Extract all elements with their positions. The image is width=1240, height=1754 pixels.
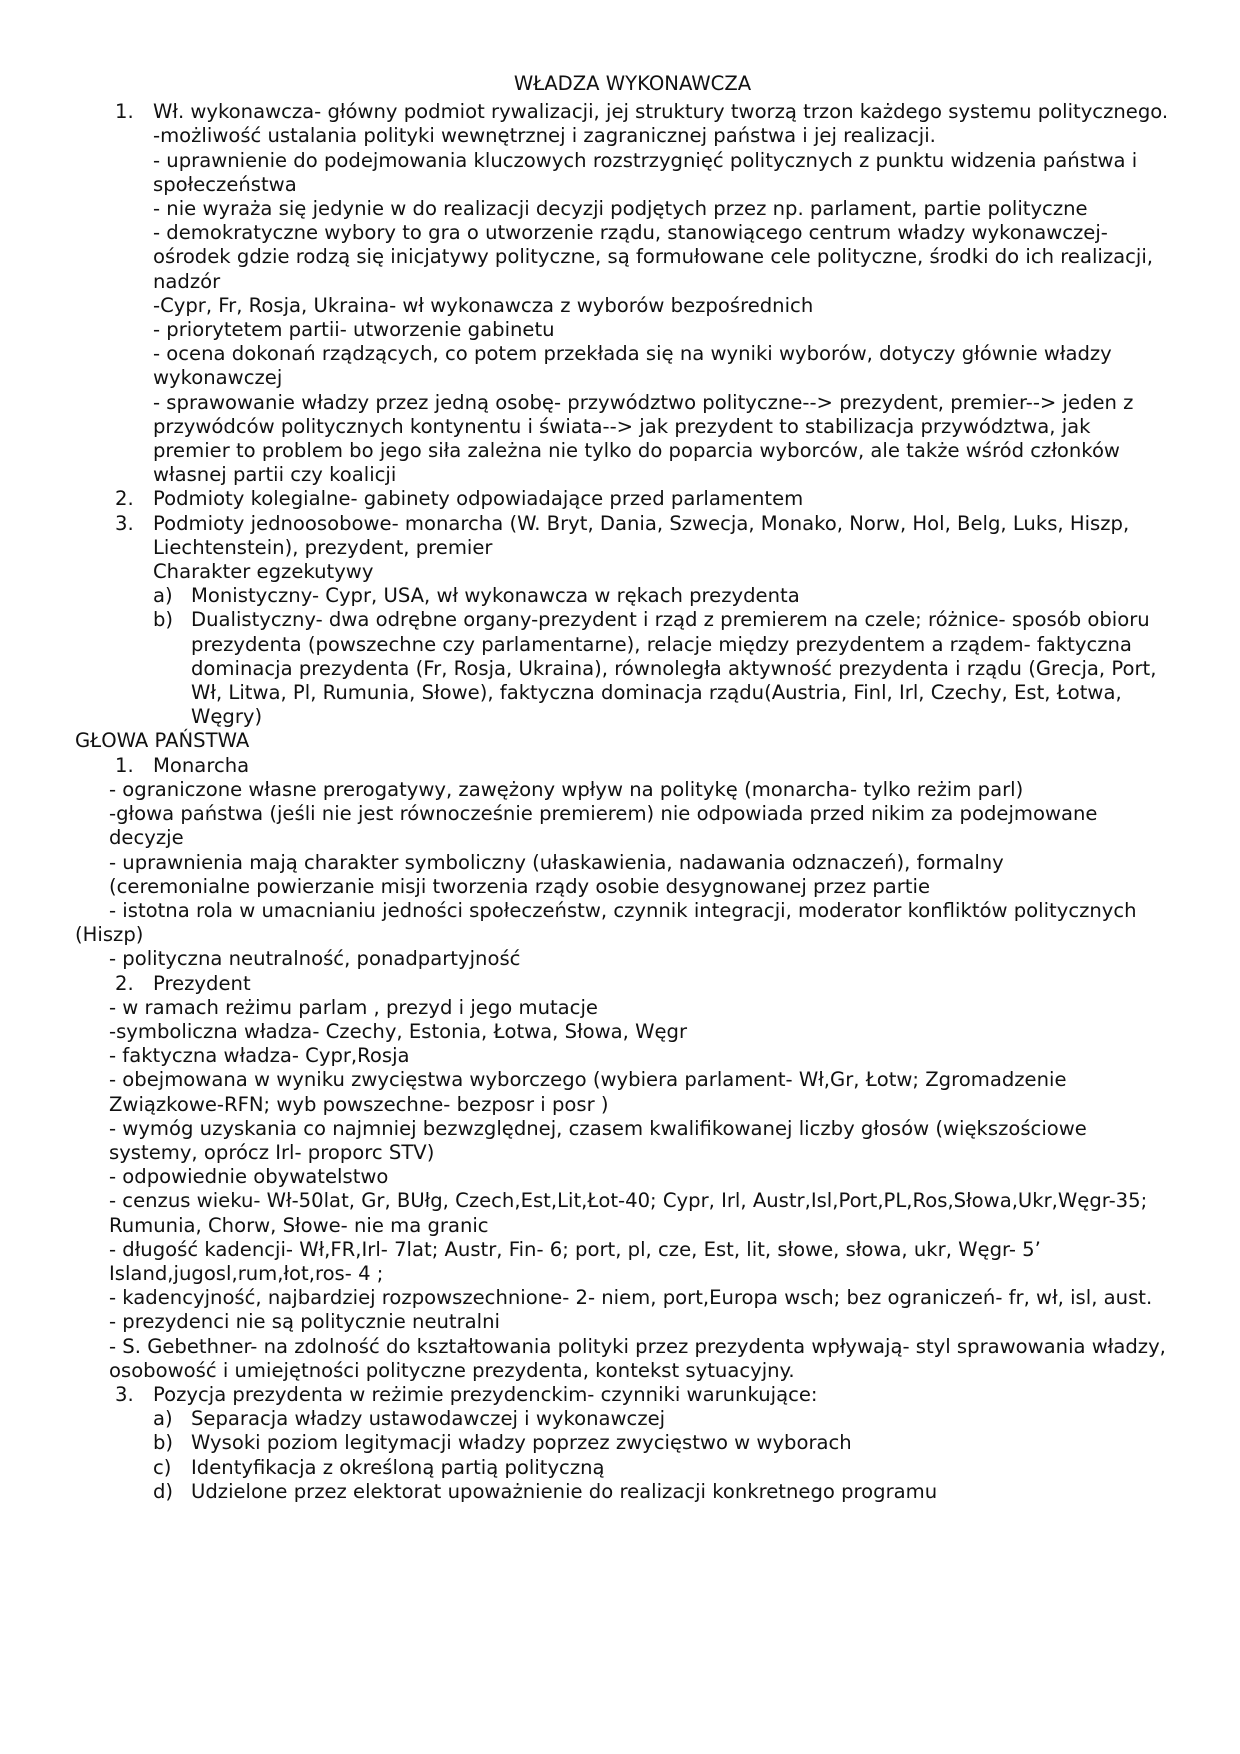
sublist-item-a	[75, 1407, 1170, 1431]
sublist-item-b	[75, 1431, 1170, 1455]
paragraph-line: - polityczna neutralność, ponadpartyjność	[109, 947, 521, 971]
list-number: 1.	[115, 100, 134, 124]
list-item-pozycja	[75, 1383, 1170, 1407]
list-body: Wysoki poziom legitymacji władzy poprzez zwycięstwo w wyborach	[191, 1431, 852, 1455]
paragraph-line: -Cypr, Fr, Rosja, Ukraina- wł wykonawcza z wyborów bezpośrednich	[153, 293, 814, 317]
paragraph-line: - uprawnienie do podejmowania kluczowych rozstrzygnięć politycznych z punktu widzenia państwa i społeczeństwa	[153, 148, 1138, 196]
list-number: 2.	[115, 487, 134, 511]
paragraph-line: - odpowiednie obywatelstwo	[109, 1165, 389, 1189]
list-letter: b)	[153, 608, 174, 632]
list-body: Separacja władzy ustawodawczej i wykonawczej	[191, 1407, 666, 1431]
list-body: Dualistyczny- dwa odrębne organy-prezydent i rząd z premierem na czele; różnice- sposób obioru prezydenta (powszechne czy parlamentarne), relacje między prezydentem a rządem- faktyczna dominacja prezydenta (Fr, Rosja, Ukraina), równoległa aktywność prezydenta i rządu (Grecja, Port, Wł, Litwa, Pl, Rumunia, Słowe), faktyczna dominacja rządu(Austria, Finl, Irl, Czechy, Est, Łotwa, Węgry)	[191, 608, 1157, 729]
paragraph-line: - cenzus wieku- Wł-50lat, Gr, BUłg, Czech,Est,Lit,Łot-40; Cypr, Irl, Austr,Isl,Port,PL,Ros,Słowa,Ukr,Węgr-35; Rumunia, Chorw, Słowe- nie ma granic	[109, 1189, 1148, 1237]
list-letter: c)	[153, 1455, 172, 1479]
paragraph-line: -symboliczna władza- Czechy, Estonia, Łotwa, Słowa, Węgr	[109, 1019, 688, 1043]
prezydent-lines	[75, 996, 1170, 1383]
paragraph-text: -głowa państwa (jeśli nie jest równocześnie premierem) nie odpowiada przed nikim za podejmowane decyzje	[109, 802, 1098, 850]
paragraph-line: - obejmowana w wyniku zwycięstwa wyborczego (wybiera parlament- Wł,Gr, Łotw; Zgromadzenie Związkowe-RFN; wyb powszechne- bezposr i posr )	[109, 1068, 1067, 1116]
list-body: Monistyczny- Cypr, USA, wł wykonawcza w rękach prezydenta	[191, 584, 800, 608]
list-number: 2.	[115, 971, 134, 995]
list-body: Podmioty kolegialne- gabinety odpowiadające przed parlamentem	[153, 487, 804, 511]
paragraph-line: - wymóg uzyskania co najmniej bezwzględnej, czasem kwalifikowanej liczby głosów (większościowe systemy, oprócz Irl- proporc STV)	[109, 1116, 1087, 1164]
list-body: Prezydent	[153, 971, 251, 995]
sublist-item-c	[75, 1456, 1170, 1480]
list-body: Identyfikacja z określoną partią polityczną	[191, 1455, 605, 1479]
list-letter: a)	[153, 584, 173, 608]
paragraph-line: - w ramach reżimu parlam , prezyd i jego mutacje	[109, 995, 598, 1019]
list-body: Udzielone przez elektorat upoważnienie do realizacji konkretnego programu	[191, 1479, 938, 1503]
sub-heading: Charakter egzekutywy	[153, 560, 374, 584]
list-item-1	[75, 100, 1170, 487]
list-item-3	[75, 512, 1170, 585]
paragraph-line: - ograniczone własne prerogatywy, zawężony wpływ na politykę (monarcha- tylko reżim parl)	[109, 777, 1024, 801]
list-letter: a)	[153, 1407, 173, 1431]
paragraph-line: Wł. wykonawcza- główny podmiot rywalizacji, jej struktury tworzą trzon każdego systemu politycznego.	[153, 100, 1169, 124]
list-number: 3.	[115, 511, 134, 535]
list-body: Monarcha	[153, 753, 250, 777]
paragraph-line: (ceremonialne powierzanie misji tworzenia rządy osobie desygnowanej przez partie	[109, 874, 931, 898]
list-item-monarcha	[75, 754, 1170, 778]
paragraph-line: - priorytetem partii- utworzenie gabinetu	[153, 318, 555, 342]
paragraph-line: - uprawnienia mają charakter symboliczny (ułaskawienia, nadawania odznaczeń), formalny	[109, 850, 1004, 874]
paragraph-line: - S. Gebethner- na zdolność do kształtowania polityki przez prezydenta wpływają- styl sprawowania władzy, osobowość i umiejętności polityczne prezydenta, kontekst sytuacyjny.	[109, 1334, 1166, 1382]
list-body	[153, 100, 1170, 487]
paragraph-line: - kadencyjność, najbardziej rozpowszechnione- 2- niem, port,Europa wsch; bez ograniczeń- fr, wł, isl, aust.	[109, 1286, 1153, 1310]
list-number: 3.	[115, 1382, 134, 1406]
sublist-item-d	[75, 1480, 1170, 1504]
monarcha-lines	[75, 778, 1170, 972]
paragraph-line-hanging	[75, 802, 1170, 850]
section-heading: GŁOWA PAŃSTWA	[75, 729, 250, 753]
paragraph-line: - nie wyraża się jedynie w do realizacji decyzji podjętych przez np. parlament, partie polityczne	[153, 197, 1088, 221]
list-item-prezydent	[75, 972, 1170, 996]
sublist-item-a	[75, 584, 1170, 608]
list-number: 1.	[115, 753, 134, 777]
paragraph-line: - prezydenci nie są politycznie neutralni	[109, 1310, 500, 1334]
paragraph-line: -możliwość ustalania polityki wewnętrznej i zagranicznej państwa i jej realizacji.	[153, 124, 936, 148]
document-title: WŁADZA WYKONAWCZA	[513, 72, 752, 95]
paragraph-line: Podmioty jednoosobowe- monarcha (W. Bryt, Dania, Szwecja, Monako, Norw, Hol, Belg, Luks, Hiszp, Liechtenstein), prezydent, premier	[153, 511, 1130, 559]
list-letter: b)	[153, 1431, 174, 1455]
paragraph-line: - ocena dokonań rządzących, co potem przekłada się na wyniki wyborów, dotyczy głównie władzy wykonawczej	[153, 342, 1112, 390]
list-body	[153, 512, 1170, 585]
sublist-item-b	[75, 608, 1170, 729]
list-item-2	[75, 487, 1170, 511]
paragraph-line: - faktyczna władza- Cypr,Rosja	[109, 1044, 410, 1068]
paragraph-line: - demokratyczne wybory to gra o utworzenie rządu, stanowiącego centrum władzy wykonawczej- ośrodek gdzie rodzą się inicjatywy polityczne, są formułowane cele polityczne, środki do ich realizacji, nadzór	[153, 221, 1154, 293]
paragraph-line: - istotna rola w umacnianiu jedności społeczeństw, czynnik integracji, moderator konfliktów politycznych (Hiszp)	[75, 898, 1137, 947]
paragraph-line: - sprawowanie władzy przez jedną osobę- przywództwo polityczne--> prezydent, premier--> jeden z przywódców politycznych kontynentu i świata--> jak prezydent to stabilizacja przywództwa, jak premier to problem bo jego siła zależna nie tylko do poparcia wyborców, ale także wśród członków własnej partii czy koalicji	[153, 390, 1134, 487]
list-letter: d)	[153, 1479, 174, 1503]
paragraph-line: - długość kadencji- Wł,FR,Irl- 7lat; Austr, Fin- 6; port, pl, cze, Est, lit, słowe, słowa, ukr, Węgr- 5’ Island,jugosl,rum,łot,ros- 4 ;	[109, 1237, 1041, 1285]
list-body: Pozycja prezydenta w reżimie prezydenckim- czynniki warunkujące:	[153, 1382, 818, 1406]
